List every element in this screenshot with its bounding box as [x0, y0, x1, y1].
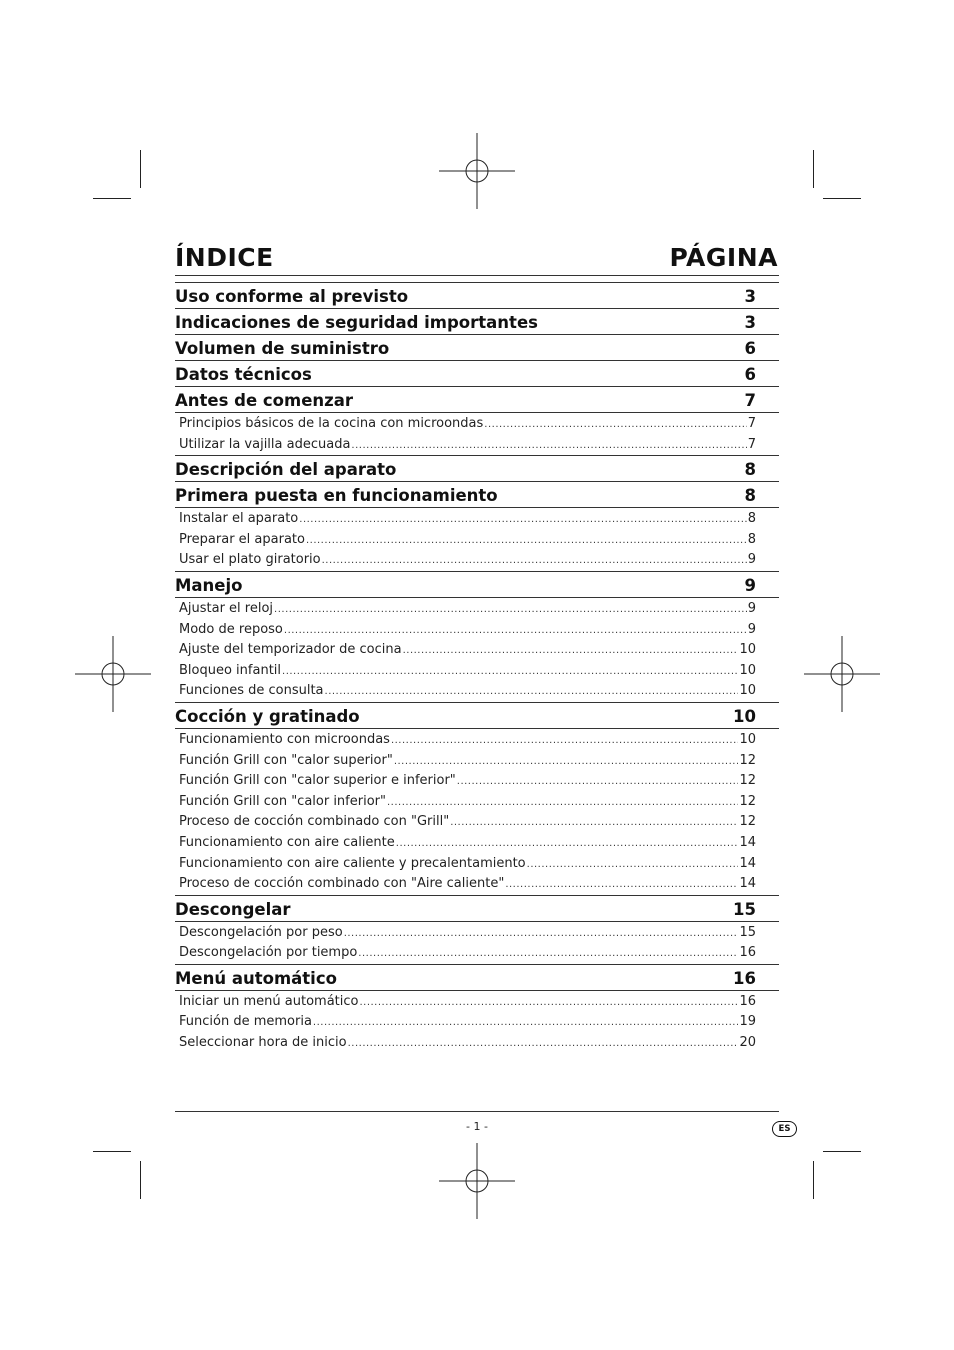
toc-subitem[interactable]	[175, 620, 779, 641]
toc-section-page: 3	[744, 287, 756, 306]
toc-subitem-title: Funciones de consulta	[179, 683, 324, 699]
crop-mark	[140, 1161, 141, 1199]
dot-leader	[394, 752, 739, 772]
toc-subitem-title: Proceso de cocción combinado con "Aire caliente"	[179, 876, 505, 892]
toc-subitem[interactable]	[175, 992, 779, 1013]
toc-subitem-page: 8	[747, 531, 756, 547]
toc-section-title: Primera puesta en funcionamiento	[175, 486, 498, 506]
toc-subitem-title: Seleccionar hora de inicio	[179, 1035, 347, 1051]
toc-subitem-page: 12	[739, 814, 756, 830]
toc-subitem-page: 14	[739, 876, 756, 892]
dot-leader	[505, 875, 738, 895]
dot-leader	[348, 1034, 739, 1054]
dot-leader	[387, 793, 738, 813]
toc-section-heading[interactable]	[175, 456, 779, 481]
toc-subitem-title: Bloqueo infantil	[179, 662, 282, 678]
toc-section	[175, 481, 779, 571]
toc-subitem-page: 8	[747, 511, 756, 527]
registration-mark-right	[804, 636, 880, 712]
toc-subitem-title: Utilizar la vajilla adecuada	[179, 436, 351, 452]
toc-section-page: 7	[744, 391, 756, 410]
toc-section-heading[interactable]	[175, 387, 779, 412]
dot-leader	[396, 834, 739, 854]
dot-leader	[313, 1013, 739, 1033]
toc-subitem-title: Modo de reposo	[179, 621, 283, 637]
toc-subitem-page: 19	[739, 1014, 756, 1030]
dot-leader	[344, 924, 739, 944]
toc-subitem[interactable]	[175, 550, 779, 571]
toc-subitem-title: Función Grill con "calor inferior"	[179, 793, 386, 809]
toc-section-heading[interactable]	[175, 361, 779, 386]
table-of-contents	[175, 282, 779, 1054]
toc-subitem-page: 16	[739, 993, 756, 1009]
toc-section-title: Menú automático	[175, 968, 337, 988]
toc-section-heading[interactable]	[175, 309, 779, 334]
toc-subitem-page: 7	[747, 436, 756, 452]
toc-subitem-list	[175, 597, 779, 702]
toc-subitem-page: 10	[739, 731, 756, 747]
toc-subitem-page: 12	[739, 752, 756, 768]
toc-subitem-title: Funcionamiento con microondas	[179, 731, 390, 747]
toc-section-title: Antes de comenzar	[175, 391, 354, 410]
toc-section-title: Cocción y gratinado	[175, 706, 360, 726]
toc-section	[175, 702, 779, 895]
toc-subitem-list	[175, 728, 779, 895]
toc-subitem[interactable]	[175, 923, 779, 944]
dot-leader	[457, 772, 739, 792]
toc-subitem-title: Funcionamiento con aire caliente	[179, 834, 395, 850]
toc-subitem-title: Iniciar un menú automático	[179, 993, 359, 1009]
toc-section-heading[interactable]	[175, 896, 779, 921]
toc-subitem-page: 7	[747, 416, 756, 431]
toc-subitem[interactable]	[175, 435, 779, 456]
dot-leader	[527, 855, 739, 875]
toc-subitem[interactable]	[175, 792, 779, 813]
toc-subitem[interactable]	[175, 599, 779, 620]
toc-subitem-page: 10	[739, 642, 756, 658]
dot-leader	[282, 662, 738, 682]
toc-section-heading[interactable]	[175, 482, 779, 507]
toc-subitem-title: Función Grill con "calor superior"	[179, 752, 393, 768]
dot-leader	[484, 415, 746, 435]
toc-subitem-list	[175, 990, 779, 1054]
crop-mark	[823, 1151, 861, 1152]
toc-subitem-page: 14	[739, 855, 756, 871]
toc-subitem[interactable]	[175, 943, 779, 964]
toc-subitem[interactable]	[175, 681, 779, 702]
dot-leader	[299, 510, 746, 530]
crop-mark	[93, 198, 131, 199]
toc-section	[175, 308, 779, 334]
toc-section-heading[interactable]	[175, 965, 779, 990]
toc-subitem-title: Descongelación por tiempo	[179, 945, 358, 961]
toc-subitem-title: Funcionamiento con aire caliente y precalentamiento	[179, 855, 526, 871]
toc-section-page: 15	[733, 899, 756, 919]
toc-subitem-page: 10	[739, 662, 756, 678]
footer-divider	[175, 1111, 779, 1112]
toc-section-page: 8	[744, 460, 756, 480]
toc-subitem-list	[175, 412, 779, 455]
page-title: ÍNDICE	[175, 243, 274, 272]
toc-subitem-page: 9	[747, 552, 756, 568]
dot-leader	[403, 641, 739, 661]
toc-subitem-page: 9	[747, 600, 756, 616]
toc-section-heading[interactable]	[175, 703, 779, 728]
toc-subitem-page: 15	[739, 924, 756, 940]
toc-subitem[interactable]	[175, 661, 779, 682]
heading-divider	[175, 275, 779, 276]
dot-leader	[351, 436, 746, 456]
toc-section	[175, 360, 779, 386]
toc-subitem-page: 9	[747, 621, 756, 637]
dot-leader	[391, 731, 739, 751]
dot-leader	[359, 993, 738, 1013]
toc-subitem-title: Preparar el aparato	[179, 531, 305, 547]
toc-subitem[interactable]	[175, 854, 779, 875]
toc-section-page: 8	[744, 486, 756, 506]
toc-subitem-title: Función de memoria	[179, 1014, 312, 1030]
toc-subitem[interactable]	[175, 530, 779, 551]
toc-subitem[interactable]	[175, 833, 779, 854]
toc-subitem-page: 12	[739, 773, 756, 789]
toc-subitem-title: Ajustar el reloj	[179, 600, 274, 616]
crop-mark	[823, 198, 861, 199]
toc-subitem[interactable]	[175, 874, 779, 895]
registration-mark-left	[75, 636, 151, 712]
toc-section-title: Descongelar	[175, 899, 291, 919]
crop-mark	[813, 150, 814, 188]
toc-subitem-title: Función Grill con "calor superior e inferior"	[179, 773, 456, 789]
toc-section-title: Indicaciones de seguridad importantes	[175, 313, 538, 332]
toc-section-page: 6	[744, 339, 756, 358]
language-badge: ES	[772, 1121, 797, 1137]
toc-subitem[interactable]	[175, 1012, 779, 1033]
toc-section-page: 10	[733, 706, 756, 726]
crop-mark	[813, 1161, 814, 1199]
toc-subitem-list	[175, 921, 779, 964]
toc-section	[175, 571, 779, 702]
toc-subitem-title: Descongelación por peso	[179, 924, 343, 940]
toc-subitem-page: 14	[739, 834, 756, 850]
toc-subitem-page: 20	[739, 1035, 756, 1051]
toc-section-title: Descripción del aparato	[175, 460, 397, 480]
dot-leader	[450, 813, 738, 833]
toc-subitem[interactable]	[175, 771, 779, 792]
dot-leader	[306, 531, 747, 551]
toc-subitem-page: 12	[739, 793, 756, 809]
toc-section	[175, 386, 779, 455]
toc-section	[175, 334, 779, 360]
toc-section-heading[interactable]	[175, 572, 779, 597]
crop-mark	[140, 150, 141, 188]
dot-leader	[358, 944, 738, 964]
toc-subitem[interactable]	[175, 730, 779, 751]
registration-mark-bottom	[439, 1143, 515, 1219]
toc-subitem-title: Usar el plato giratorio	[179, 552, 321, 568]
toc-subitem[interactable]	[175, 414, 779, 435]
page-column-label: PÁGINA	[669, 243, 778, 272]
dot-leader	[284, 621, 747, 641]
toc-subitem-title: Principios básicos de la cocina con microondas	[179, 416, 484, 431]
toc-section-heading[interactable]	[175, 283, 779, 308]
toc-section	[175, 282, 779, 308]
toc-subitem-title: Proceso de cocción combinado con "Grill"	[179, 814, 450, 830]
toc-section-title: Uso conforme al previsto	[175, 287, 409, 306]
toc-section	[175, 895, 779, 964]
toc-section-page: 16	[733, 968, 756, 988]
toc-section-page: 6	[744, 365, 756, 384]
toc-subitem[interactable]	[175, 640, 779, 661]
toc-section-page: 3	[744, 313, 756, 332]
toc-subitem-title: Ajuste del temporizador de cocina	[179, 642, 402, 658]
toc-subitem-title: Instalar el aparato	[179, 511, 299, 527]
toc-section-title: Volumen de suministro	[175, 339, 390, 358]
toc-section	[175, 455, 779, 481]
toc-section-page: 9	[744, 575, 756, 595]
toc-subitem[interactable]	[175, 751, 779, 772]
toc-section-title: Datos técnicos	[175, 365, 312, 384]
dot-leader	[325, 682, 739, 702]
page-number: - 1 -	[466, 1120, 488, 1133]
toc-section-title: Manejo	[175, 575, 243, 595]
crop-mark	[93, 1151, 131, 1152]
toc-subitem[interactable]	[175, 1033, 779, 1054]
toc-subitem-list	[175, 507, 779, 571]
dot-leader	[274, 600, 747, 620]
toc-subitem[interactable]	[175, 812, 779, 833]
toc-subitem[interactable]	[175, 509, 779, 530]
toc-section-heading[interactable]	[175, 335, 779, 360]
toc-subitem-page: 16	[739, 945, 756, 961]
toc-subitem-page: 10	[739, 683, 756, 699]
dot-leader	[322, 551, 747, 571]
toc-section	[175, 964, 779, 1054]
registration-mark-top	[439, 133, 515, 209]
